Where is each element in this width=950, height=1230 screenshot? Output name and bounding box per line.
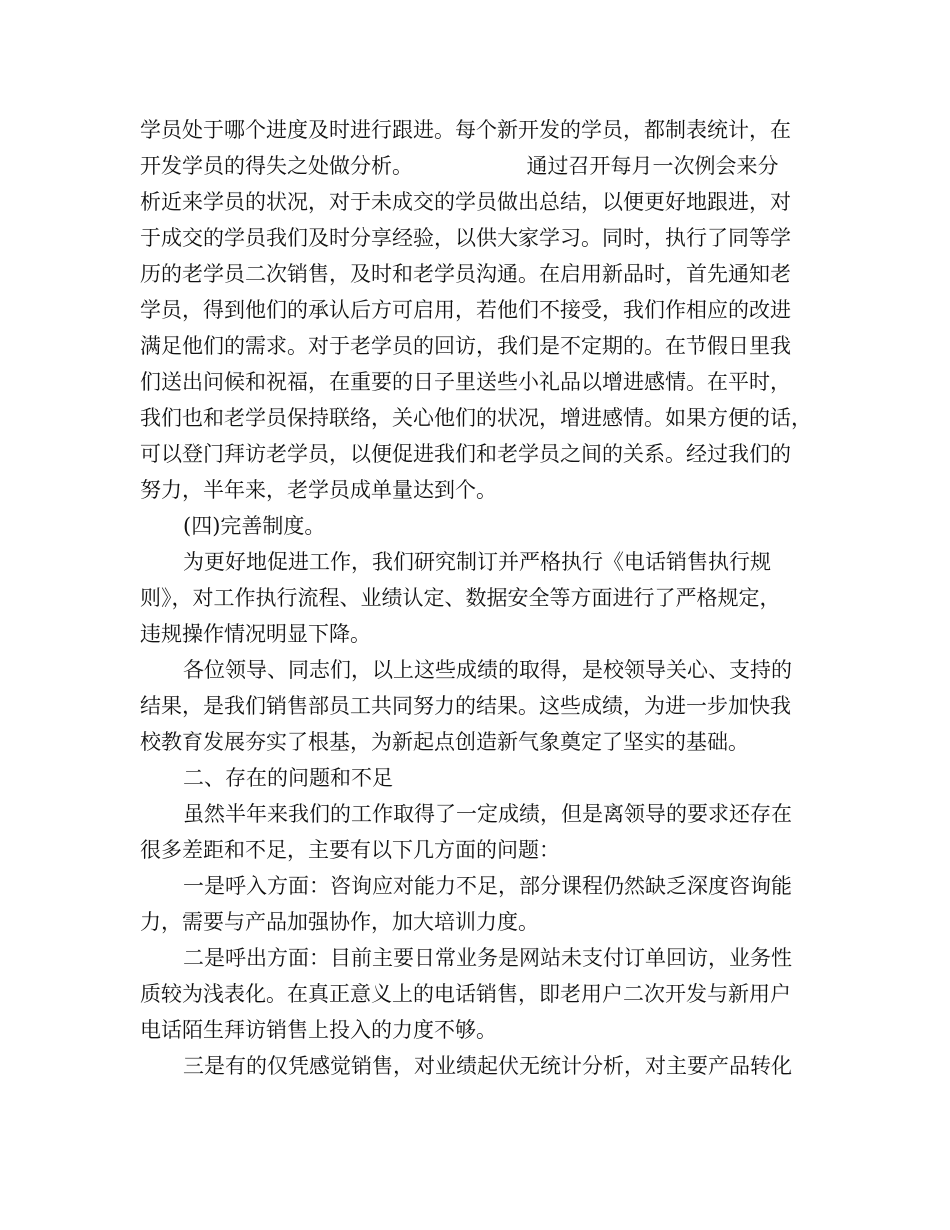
text-line: 违规操作情况明显下降。	[140, 622, 371, 646]
text-line: 我们也和老学员保持联络，关心他们的状况，增进感情。如果方便的话，	[140, 406, 812, 430]
text-line: 历的老学员二次销售，及时和老学员沟通。在启用新品时，首先通知老	[140, 262, 791, 286]
text-line: 质较为浅表化。在真正意义上的电话销售，即老用户二次开发与新用户	[140, 982, 791, 1006]
text-line: 各位领导、同志们，以上这些成绩的取得，是校领导关心、支持的	[183, 658, 792, 682]
section-heading: 二、存在的问题和不足	[183, 766, 393, 790]
text-line: 满足他们的需求。对于老学员的回访，我们是不定期的。在节假日里我	[140, 334, 791, 358]
text-line: 结果，是我们销售部员工共同努力的结果。这些成绩，为进一步加快我	[140, 694, 791, 718]
text-line: 学员，得到他们的承认后方可启用，若他们不接受，我们作相应的改进	[140, 298, 791, 322]
text-line: 则》，对工作执行流程、业绩认定、数据安全等方面进行了严格规定，	[140, 586, 781, 610]
text-line: 为更好地促进工作，我们研究制订并严格执行《电话销售执行规	[183, 550, 771, 574]
text-line: 很多差距和不足，主要有以下几方面的问题：	[140, 838, 560, 862]
text-line: 可以登门拜访老学员，以便促进我们和老学员之间的关系。经过我们的	[140, 442, 791, 466]
text-line: 虽然半年来我们的工作取得了一定成绩，但是离领导的要求还存在	[183, 802, 792, 826]
text-line: 于成交的学员我们及时分享经验，以供大家学习。同时，执行了同等学	[140, 226, 791, 250]
text-line: 们送出问候和祝福，在重要的日子里送些小礼品以增进感情。在平时，	[140, 370, 791, 394]
text-line: 努力，半年来，老学员成单量达到个。	[140, 478, 497, 502]
text-line: 力，需要与产品加强协作，加大培训力度。	[140, 910, 539, 934]
text-line: 二是呼出方面：目前主要日常业务是网站未支付订单回访，业务性	[183, 946, 792, 970]
section-heading: (四)完善制度。	[183, 514, 326, 538]
text-line: 校教育发展夯实了根基，为新起点创造新气象奠定了坚实的基础。	[140, 730, 749, 754]
text-line: 三是有的仅凭感觉销售，对业绩起伏无统计分析，对主要产品转化	[183, 1054, 792, 1078]
text-line: 一是呼入方面：咨询应对能力不足，部分课程仍然缺乏深度咨询能	[183, 874, 792, 898]
text-line: 析近来学员的状况，对于未成交的学员做出总结，以便更好地跟进，对	[140, 190, 791, 214]
text-line: 开发学员的得失之处做分析。 通过召开每月一次例会来分	[140, 154, 779, 178]
text-line: 电话陌生拜访销售上投入的力度不够。	[140, 1018, 497, 1042]
text-line: 学员处于哪个进度及时进行跟进。每个新开发的学员，都制表统计，在	[140, 118, 791, 142]
